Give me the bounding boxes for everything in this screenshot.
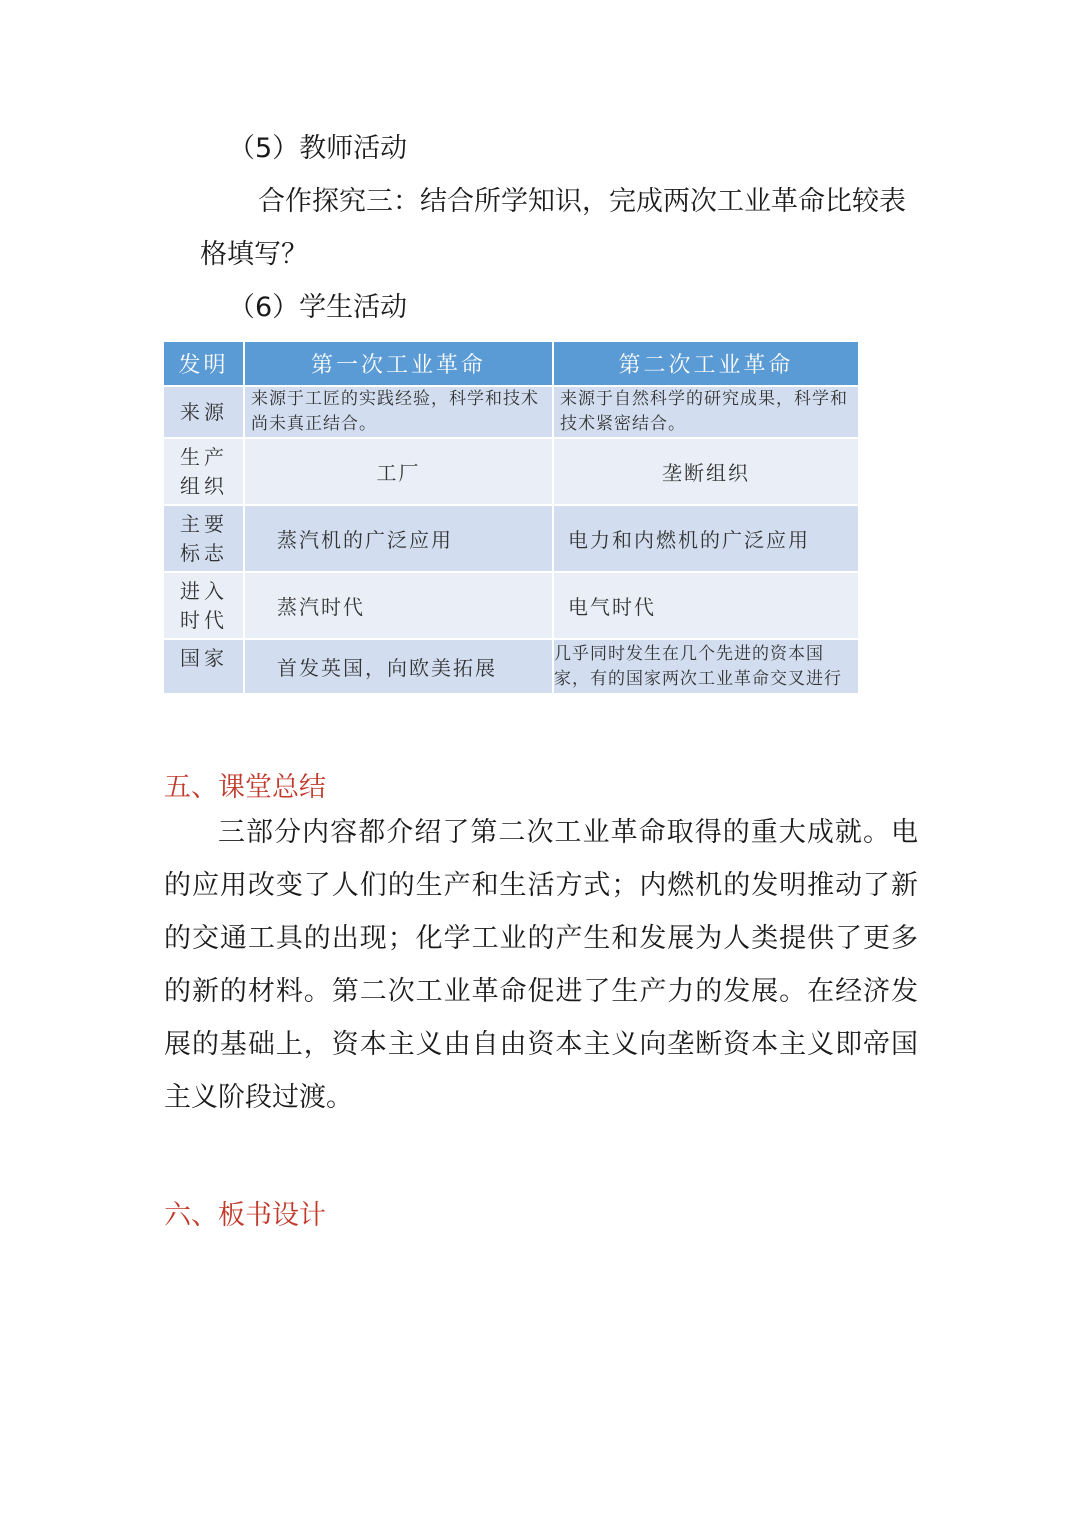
section-title-board-design: 六、板书设计	[164, 1200, 326, 1231]
table-row	[164, 438, 858, 505]
cell-second: 来源于自然科学的研究成果，科学和技术紧密结合。	[553, 386, 858, 438]
summary-paragraph: 三部分内容都介绍了第二次工业革命取得的重大成就。电的应用改变了人们的生产和生活方式；内燃机的发明推动了新的交通工具的出现；化学工业的产生和发展为人类提供了更多的新的材料。第二次工业革命促进了生产力的发展。在经济发展的基础上，资本主义由自由资本主义向垄断资本主义即帝国主义阶段过渡。	[164, 817, 918, 1113]
cell-second: 几乎同时发生在几个先进的资本国家，有的国家两次工业革命交叉进行	[553, 639, 858, 693]
table-header-row	[164, 342, 858, 386]
teacher-activity-label: （5）教师活动	[228, 133, 408, 164]
table-row	[164, 505, 858, 572]
cell-first: 首发英国，向欧美拓展	[244, 639, 553, 693]
row-label: 主要标志	[164, 505, 244, 572]
header-second-revolution: 第二次工业革命	[553, 342, 858, 386]
row-label: 国家	[164, 639, 244, 693]
header-first-revolution: 第一次工业革命	[244, 342, 553, 386]
cell-first: 蒸汽机的广泛应用	[244, 505, 553, 572]
section-title-summary: 五、课堂总结	[164, 772, 326, 803]
cell-first: 蒸汽时代	[244, 572, 553, 639]
comparison-table	[164, 342, 858, 693]
table-row	[164, 572, 858, 639]
row-label: 生产组织	[164, 438, 244, 505]
table-row	[164, 639, 858, 693]
cell-first: 工厂	[244, 438, 553, 505]
cell-second: 垄断组织	[553, 438, 858, 505]
student-activity-label: （6）学生活动	[228, 292, 408, 323]
header-invention: 发明	[164, 342, 244, 386]
cell-second: 电气时代	[553, 572, 858, 639]
table-row	[164, 386, 858, 438]
row-label: 进入时代	[164, 572, 244, 639]
cooperative-task-text: 合作探究三：结合所学知识，完成两次工业革命比较表格填写？	[200, 186, 906, 270]
cell-first: 来源于工匠的实践经验，科学和技术尚未真正结合。	[244, 386, 553, 438]
cell-second: 电力和内燃机的广泛应用	[553, 505, 858, 572]
row-label: 来源	[164, 386, 244, 438]
